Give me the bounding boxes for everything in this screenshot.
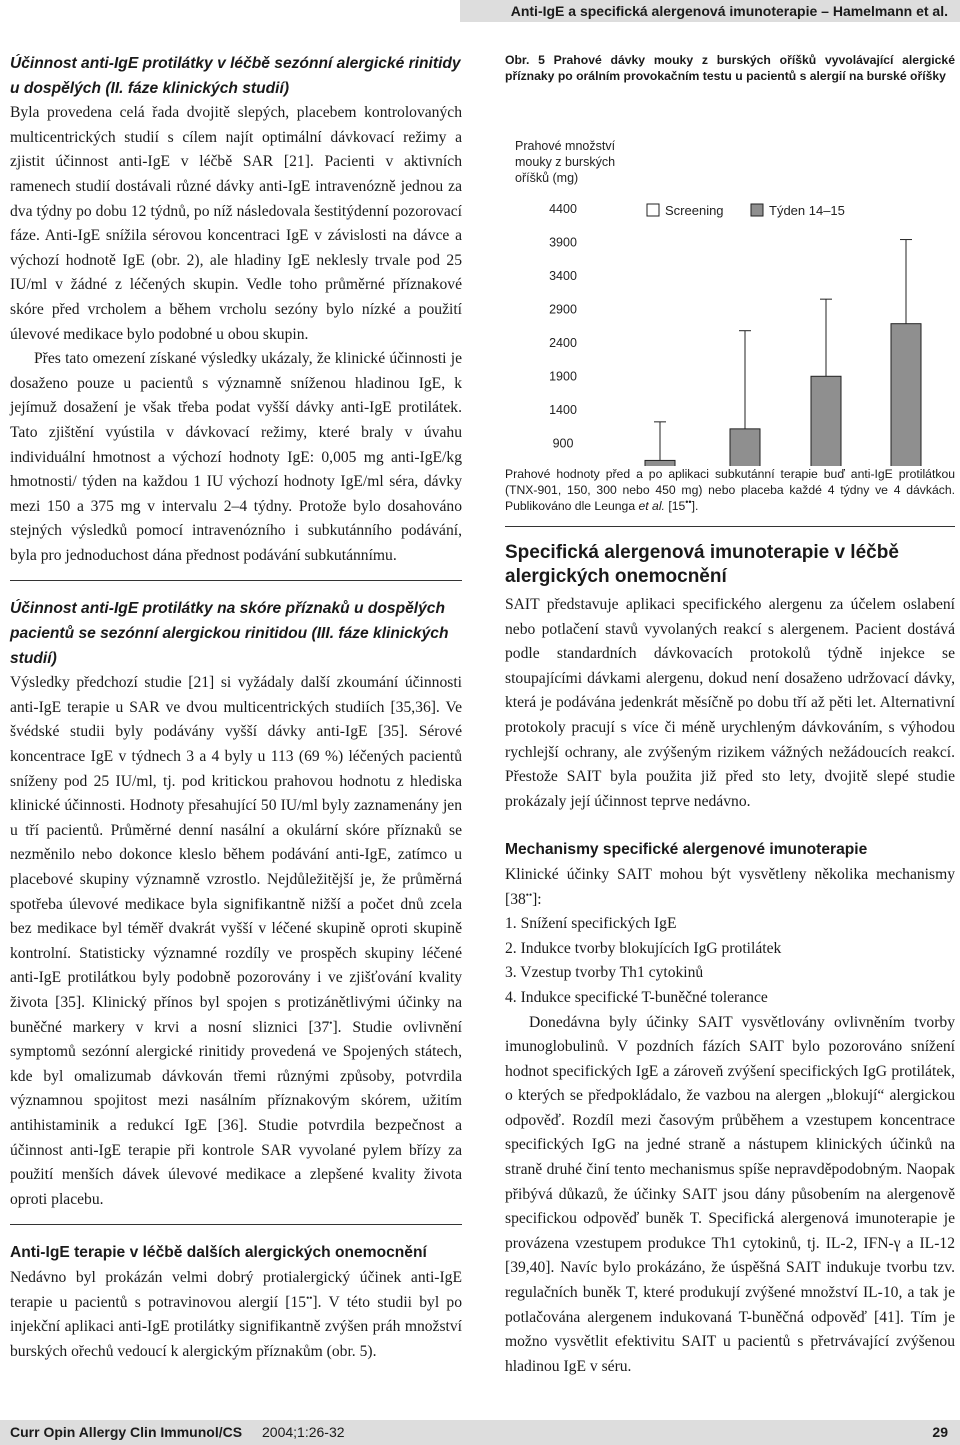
y-tick-label: 4400 [549,202,577,216]
y-tick-label: 3400 [549,269,577,283]
paragraph: Donedávna byly účinky SAIT vysvětlovány ovlivněním tvorby imunoglobulinů. V pozdních fázích SAIT bylo pozorováno snížení hodnot specifických IgE a zároveň zvýšení specifických IgG protilátek, o kterých se předpokládalo, že vazbou na alergen „blokují“ alergickou odpověď. Rozdíl mezi časovým průběhem a vzestupem koncentrace specifických IgG na jedné straně a nástupem klinických účinků na straně druhé činí tento mechanismus spíše nepravděpodobným. Naopak přibývá důkazů, že účinky SAIT jsou dány působením na alergenově specifickou odpověď buněk T. Specifická alergenová imunoterapie je provázena vzestupem produkce Th1 cytokinů, tj. IL-2, IFN-γ a IL-12 [39,40]. Navíc bylo prokázáno, že úspěšná SAIT indukuje tvorbu tzv. regulačních buněk T, které produkují zvýšené množství IL-10, a tak je potlačována alergenem indukovaná T-buněčná odpověď [41]. Tím je možno vysvětlit efektivitu SAIT u pacientů s přetrvávající zvýšenou hladinou IgE v séru. [505,1013,955,1375]
list-item: 4. Indukce specifické T-buněčné tolerance [505,988,768,1006]
figure-caption: Obr. 5 Prahové dávky mouky z burských oříšků vyvolávající alergické příznaky po orálním provokačním testu u pacientů s alergií na burské oříšky [505,53,955,83]
legend-swatch [751,204,763,216]
recommendation-mark: •• [306,1292,313,1303]
section-heading-sait: Specifická alergenová imunoterapie v léčbě alergických onemocnění [505,542,899,587]
y-tick-label: 1400 [549,403,577,417]
running-header: Anti-IgE a specifická alergenová imunoterapie – Hamelmann et al. [460,0,960,22]
y-tick-label: 900 [552,436,574,451]
bar [811,376,841,466]
bar [730,429,760,466]
page-footer [0,1420,960,1445]
mechanism-list [505,912,955,1010]
page-number: 29 [932,1424,948,1440]
left-column [10,52,462,1364]
legend-label: Týden 14–15 [769,203,845,218]
section-heading-other-allergies: Anti-IgE terapie v léčbě dalších alergických onemocnění [10,1244,427,1262]
right-column [505,52,955,1379]
y-axis-label: mouky z burských [515,155,616,169]
bar [891,324,921,466]
figure-note: Prahové hodnoty před a po aplikaci subkutánní terapie buď anti-IgE protilátkou (TNX-901, 150, 300 nebo 450 mg) nebo placeba každé 4 týdny ve 4 dávkách. Publikováno dle Leunga et al. [15••]. [505,467,955,513]
legend-label: Screening [665,203,724,218]
section-heading-mechanisms: Mechanismy specifické alergenové imunoterapie [505,841,868,859]
y-tick-label: 1900 [549,369,577,384]
section-heading-phase3: Účinnost anti-IgE protilátky na skóre příznaků u dospělých pacientů se sezónní alergickou rinitidou (III. fáze klinických studií) [10,600,449,667]
paragraph: Přes tato omezení získané výsledky ukázaly, že klinické účinnosti je dosaženo pouze u pacientů s významně sníženou hladinou IgE, k jejímuž dosažení je však třeba podat vyšší dávky anti-IgE protilátek. Tato zjištění vyústila v dávkovací režimy, které braly v úvahu individuální hmotnost a výchozí hodnoty IgE: 0,005 mg anti-IgE/kg hmotnosti/ týden na každou 1 IU výchozí hodnoty IgE/ml séra, dávky mezi 150 a 375 mg v intervalu 2–4 týdny. Protože bylo dosahováno stejných výsledků pomocí intravenózního i subkutánního podávání, byla pro jednoduchost dána přednost podávání subkutánnímu. [10,350,462,564]
paragraph: Výsledky předchozí studie [21] si vyžádaly další zkoumání účinnosti anti-IgE terapie u SAR ve dvou multicentrických studiích [35,36]. Ve švédské studii byly podávány vyšší dávky anti-IgE [35]. Sérové koncentrace IgE v týdnech 3 a 4 byly u 113 (69 %) léčených pacientů sníženy pod 25 IU/ml, tj. pod kritickou prahovou hodnotu z hlediska klinické účinnosti. Hodnoty přesahující 50 IU/ml byly zaznamenány jen u tří pacientů. Průměrné denní nasální a okulární skóre příznaků se nezměnilo nebo dokonce kleslo během podávání anti-IgE, zatímco u placebové skupiny významně vzrostlo. Nejdůležitější je, že průměrná spotřeba úlevové medikace byla signifikantně nižší a počet dnů zcela bez medikace byl téměř dvakrát vyšší v léčené skupině oproti skupině kontrolní. Statisticky významné rozdíly ve prospěch skupiny léčené anti-IgE protilátkou byly podobně pozorovány i ve zjišťování kvality života [35]. Klinický přínos byl spojen s protizánětlivými účinky na buněčné markery v krvi a nosní sliznici [37•]. Studie ovlivnění symptomů sezónní alergické rinitidy provedená ve Spojených státech, kde byl omalizumab dávkován třemi různými způsoby, potvrdila významnou spojitost mezi nasálním příznakovým skórem, užitím antihistaminik a redukcí IgE [36]. Studie potvrdila bezpečnost a účinnost anti-IgE terapie při kontrole SAR vyvolané pylem břízy za použití menších dávek úlevové medikace a zlepšené kvality života oproti placebu. [10,674,462,1208]
list-item: 2. Indukce tvorby blokujících IgG protilátek [505,939,782,957]
y-axis-label: Prahové množství [515,139,616,153]
citation: 2004;1:26-32 [262,1424,345,1440]
legend-swatch [647,204,659,216]
figure-5-chart [505,94,955,466]
paragraph: SAIT představuje aplikaci specifického alergenu za účelem oslabení nebo potlačení stavů vyvolaných reakcí s alergenem. Pacient dostává podle standardních dávkovacích protokolů týdně injekce se stoupajícími dávkami alergenu, dokud není dosaženo udržovací dávky, která je podávána jedenkrát měsíčně po dobu tří až pěti let. Alternativní protokoly pracují s více či méně urychleným dávkováním, s výhodou rychlejší ochrany, ale zvýšeným rizikem vážných nežádoucích reakcí. Přestože SAIT byla použita již před sto lety, dvojitě slepé studie prokázaly její účinnost teprve nedávno. [505,596,955,810]
paragraph: Klinické účinky SAIT mohou být vysvětleny několika mechanismy [38••]: [505,865,955,908]
recommendation-mark: • [329,1017,333,1028]
section-heading-phase2: Účinnost anti-IgE protilátky v léčbě sezónní alergické rinitidy u dospělých (II. fáze klinických studií) [10,55,461,97]
list-item: 3. Vzestup tvorby Th1 cytokinů [505,964,704,982]
y-axis-label: oříšků (mg) [515,171,579,185]
journal-name: Curr Opin Allergy Clin Immunol/CS [10,1424,243,1440]
y-tick-label: 3900 [549,235,577,250]
y-tick-label: 2400 [549,336,577,350]
y-tick-label: 2900 [549,302,577,317]
bar [645,460,675,466]
list-item: 1. Snížení specifických IgE [505,915,677,933]
paragraph: Nedávno byl prokázán velmi dobrý protialergický účinek anti-IgE terapie u pacientů s potravinovou alergií [15••]. V této studii byl po injekční aplikaci anti-IgE protilátky signifikantně zvýšen práh množství burských ořechů vedoucí k alergickým příznakům (obr. 5). [10,1268,463,1360]
bar-chart [505,94,955,466]
paragraph: Byla provedena celá řada dvojitě slepých, placebem kontrolovaných multicentrických studií s cílem najít optimální dávkovací režimy a zjistit účinnost anti-IgE v léčbě SAR [21]. Pacienti v aktivních ramenech studií dostávali různé dávky anti-IgE intravenózně jednou za dva týdny po dobu 12 týdnů, po níž následovala šestitýdenní pozorovací fáze. Anti-IgE snížila sérovou koncentraci IgE v závislosti na dávce a výchozí hodnotě IgE (obr. 2), ale hladiny IgE neklesly trvale pod 25 IU/ml v žádné z léčených skupin. Vedle toho průměrné příznakové skóre před vrcholem a během vrcholu sezóny bylo nízké a použití úlevové medikace bylo podobné u obou skupin. [10,104,462,343]
